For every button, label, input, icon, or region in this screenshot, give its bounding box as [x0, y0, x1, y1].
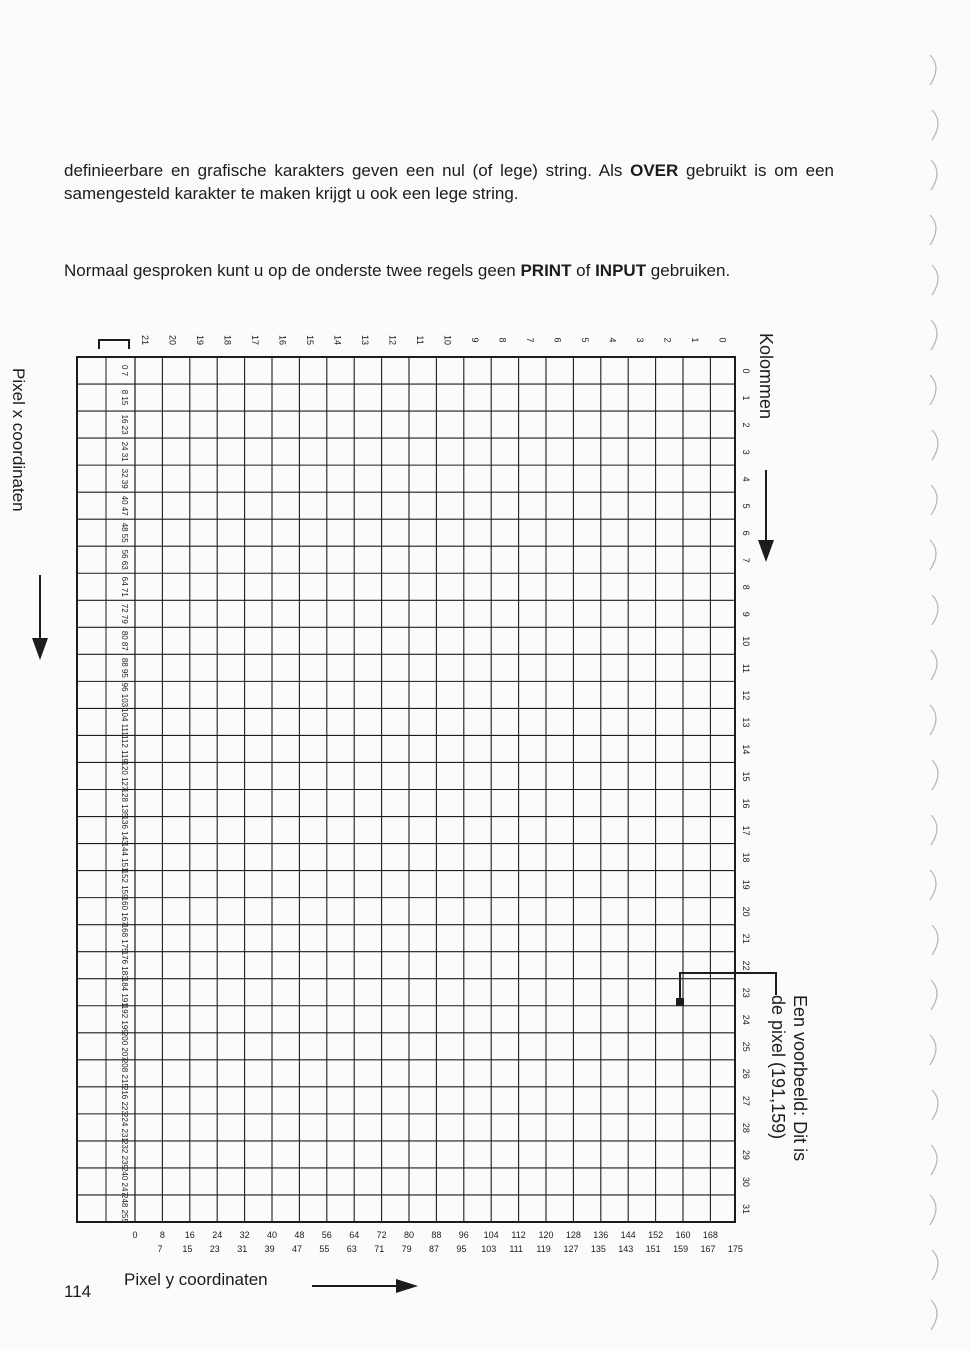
x-coord-pair-label: 104 111: [120, 708, 129, 736]
row-number-label: 26: [741, 1068, 751, 1079]
y-axis-top-label: 152: [648, 1230, 664, 1240]
y-axis-top-label: 56: [321, 1230, 332, 1240]
text-run: gebruiken.: [646, 261, 731, 280]
y-axis-bottom-label: 39: [264, 1244, 275, 1254]
x-coord-pair-label: 8 15: [120, 389, 129, 406]
x-coord-pair-label: 176 183: [120, 950, 129, 980]
y-axis-bottom-label: 31: [237, 1244, 248, 1254]
row-number-label: 27: [741, 1095, 751, 1106]
y-axis-bottom-label: 167: [700, 1244, 716, 1254]
kolommen-label: Kolommen: [756, 333, 776, 420]
row-number-label: 0: [741, 368, 751, 374]
x-coord-pair-label: 224 231: [120, 1112, 129, 1142]
y-axis-top-label: 24: [212, 1230, 223, 1240]
row-number-label: 12: [741, 690, 751, 701]
row-number-label: 10: [741, 636, 751, 647]
y-axis-top-label: 160: [675, 1230, 691, 1240]
y-axis-top-label: 112: [511, 1230, 526, 1240]
row-number-label: 17: [741, 825, 751, 836]
column-number-label: 1: [690, 337, 700, 343]
y-axis-bottom-label: 55: [319, 1244, 330, 1254]
keyword-input: INPUT: [595, 261, 647, 280]
y-axis-bottom-label: 103: [481, 1244, 497, 1254]
x-coord-pair-label: 144 151: [120, 842, 129, 872]
x-coord-pair-label: 160 167: [120, 896, 129, 926]
x-coord-pair-label: 56 63: [120, 549, 129, 570]
keyword-print: PRINT: [520, 261, 572, 280]
x-coord-pair-label: 96 103: [120, 682, 129, 708]
example-caption-line2: de pixel (191,159): [768, 995, 788, 1140]
x-coord-pair-label: 24 31: [120, 441, 129, 462]
x-coord-pair-label: 80 87: [120, 630, 129, 651]
y-axis-bottom-label: 159: [673, 1244, 689, 1254]
column-number-label: 5: [580, 337, 590, 343]
down-arrow-icon: [32, 638, 48, 660]
x-coord-pair-label: 88 95: [120, 657, 129, 678]
down-arrow-icon: [758, 540, 774, 562]
y-axis-top-label: 88: [431, 1230, 442, 1240]
y-axis-top-label: 32: [239, 1230, 250, 1240]
row-number-label: 13: [741, 717, 751, 728]
x-coord-pair-label: 216 223: [120, 1085, 129, 1115]
row-number-label: 5: [741, 503, 751, 509]
x-coord-pair-label: 192 199: [120, 1004, 129, 1034]
row-number-label: 3: [741, 449, 751, 455]
x-coord-pair-label: 16 23: [120, 414, 129, 435]
y-axis-bottom-label: 111: [509, 1244, 524, 1254]
y-axis-top-label: 136: [593, 1230, 609, 1240]
y-axis-top-label: 168: [702, 1230, 718, 1240]
column-number-label: 15: [305, 334, 315, 346]
x-coord-pair-label: 136 143: [120, 815, 129, 845]
x-coord-pair-label: 168 175: [120, 923, 129, 953]
x-coord-pair-label: 128 135: [120, 788, 129, 818]
row-number-label: 15: [741, 771, 751, 782]
y-axis-bottom-label: 7: [157, 1244, 163, 1254]
y-axis-top-label: 40: [266, 1230, 278, 1240]
y-axis-top-label: 144: [620, 1230, 636, 1240]
column-number-label: 11: [415, 335, 425, 345]
x-coord-pair-label: 48 55: [120, 522, 129, 543]
column-number-label: 14: [332, 334, 343, 346]
y-axis-bottom-label: 95: [456, 1244, 467, 1254]
y-axis-bottom-label: 47: [291, 1244, 303, 1254]
column-number-label: 8: [497, 337, 508, 343]
y-axis-top-label: 80: [403, 1230, 415, 1240]
row-number-label: 19: [741, 879, 751, 890]
x-coord-pair-label: 208 215: [120, 1058, 129, 1088]
y-axis-top-label: 96: [458, 1230, 469, 1240]
row-number-label: 30: [741, 1176, 751, 1187]
y-axis-top-label: 72: [376, 1230, 387, 1240]
column-number-label: 10: [442, 334, 453, 346]
row-number-label: 25: [741, 1041, 751, 1052]
row-number-label: 22: [741, 960, 751, 971]
column-number-label: 0: [717, 337, 728, 343]
row-number-label: 28: [741, 1122, 751, 1133]
text-run: Normaal gesproken kunt u op de onderste twee regels geen: [64, 261, 521, 280]
page-number: 114: [64, 1282, 92, 1301]
x-coord-pair-label: 112 119: [120, 735, 129, 763]
pixel-x-label: Pixel x coordinaten: [9, 368, 28, 512]
right-arrow-icon: [396, 1279, 418, 1293]
y-axis-top-label: 16: [184, 1230, 195, 1240]
column-number-label: 20: [167, 334, 178, 346]
y-axis-top-label: 128: [565, 1230, 581, 1240]
row-number-label: 9: [741, 611, 751, 617]
pixel-y-label: Pixel y coordinaten: [124, 1270, 268, 1289]
row-number-label: 14: [741, 744, 751, 755]
x-coord-pair-label: 40 47: [120, 495, 129, 516]
column-number-label: 9: [470, 337, 480, 343]
row-number-label: 31: [741, 1203, 751, 1214]
row-number-label: 6: [741, 530, 751, 536]
x-coord-pair-label: 232 239: [120, 1139, 129, 1169]
column-number-label: 12: [387, 334, 398, 346]
column-number-label: 18: [222, 334, 233, 346]
column-number-label: 19: [195, 334, 205, 346]
x-coord-pair-label: 240 247: [120, 1166, 129, 1196]
x-coord-pair-label: 0 7: [120, 364, 129, 377]
y-axis-bottom-label: 127: [563, 1244, 579, 1254]
binding-edge-marks: [910, 0, 970, 1350]
y-axis-bottom-label: 119: [536, 1244, 551, 1254]
row-number-label: 7: [741, 557, 751, 563]
row-number-label: 29: [741, 1149, 751, 1160]
row-number-label: 11: [741, 663, 751, 674]
row-number-label: 23: [741, 987, 751, 998]
x-coord-pair-label: 72 79: [120, 603, 129, 624]
bracket-mark: [99, 340, 129, 349]
y-axis-bottom-label: 71: [374, 1244, 385, 1254]
x-coord-pair-label: 64 71: [120, 576, 129, 597]
y-axis-bottom-label: 151: [645, 1244, 661, 1254]
row-number-label: 20: [741, 906, 751, 917]
y-axis-top-label: 48: [294, 1230, 305, 1240]
row-number-label: 16: [741, 798, 751, 809]
y-axis-top-label: 120: [538, 1230, 554, 1240]
y-axis-bottom-label: 143: [618, 1244, 634, 1254]
x-coord-pair-label: 152 159: [120, 869, 129, 899]
y-axis-top-label: 8: [159, 1230, 165, 1240]
y-axis-bottom-label: 23: [209, 1244, 220, 1254]
column-number-label: 17: [250, 334, 260, 346]
row-number-label: 18: [741, 852, 751, 863]
text-run: definieerbare en grafische karakters geven een nul (of lege) string. Als: [64, 161, 631, 180]
column-number-label: 13: [360, 334, 370, 346]
row-number-label: 21: [741, 933, 751, 944]
column-number-label: 6: [552, 337, 563, 343]
example-caption-line1: Een voorbeeld: Dit is: [790, 995, 810, 1162]
column-number-label: 2: [662, 337, 673, 343]
y-axis-bottom-label: 175: [727, 1244, 743, 1254]
x-coord-pair-label: 120 127: [120, 761, 129, 791]
y-axis-top-label: 64: [349, 1230, 360, 1240]
keyword-over: OVER: [630, 161, 679, 180]
text-run: gebruikt is om een samengesteld karakter te maken krijgt u ook een lege string.: [64, 161, 834, 203]
row-number-label: 4: [741, 476, 751, 482]
column-number-label: 3: [635, 337, 645, 343]
y-axis-bottom-label: 63: [346, 1244, 357, 1254]
y-axis-top-label: 104: [483, 1230, 499, 1240]
y-axis-bottom-label: 135: [590, 1244, 606, 1254]
text-run: of: [571, 261, 596, 280]
row-number-label: 24: [741, 1014, 751, 1025]
example-pointer-line: [680, 973, 776, 1005]
column-number-label: 7: [525, 337, 535, 343]
column-number-label: 21: [140, 334, 150, 346]
row-number-label: 8: [741, 584, 751, 590]
x-coord-pair-label: 184 191: [120, 977, 129, 1007]
y-axis-top-label: 0: [132, 1230, 138, 1240]
example-pixel-marker: [676, 998, 684, 1006]
column-number-label: 16: [277, 334, 288, 346]
x-coord-pair-label: 32 39: [120, 468, 129, 489]
x-coord-pair-label: 200 207: [120, 1031, 129, 1061]
x-coord-pair-label: 248 255: [120, 1194, 129, 1223]
column-number-label: 4: [607, 337, 618, 343]
row-number-label: 1: [741, 395, 751, 401]
y-axis-bottom-label: 15: [182, 1244, 193, 1254]
y-axis-bottom-label: 79: [401, 1244, 412, 1254]
row-number-label: 2: [741, 422, 751, 428]
y-axis-bottom-label: 87: [428, 1244, 440, 1254]
